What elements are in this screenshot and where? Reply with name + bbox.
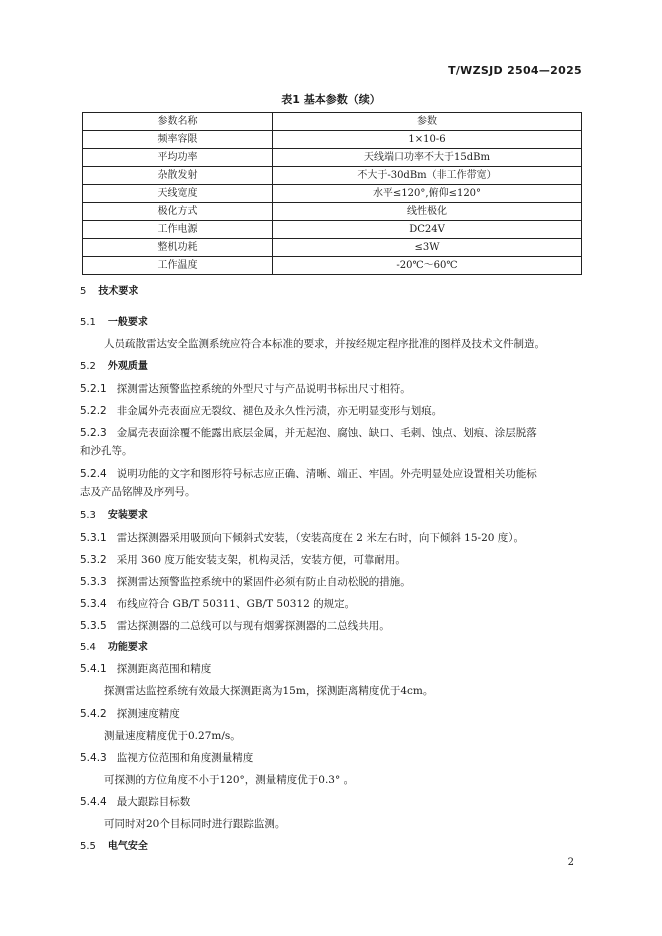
section-number: 5 (80, 286, 87, 297)
clause-number: 5.3.2 (80, 554, 107, 566)
section-title: 外观质量 (107, 361, 148, 372)
paragraph: 人员疏散雷达安全监测系统应符合本标准的要求，并按经规定程序批准的图样及技术文件制造。 (104, 338, 545, 350)
clause-title: 监视方位范围和角度测量精度 (116, 752, 254, 764)
table-cell: DC24V (273, 221, 582, 239)
document-code: T/WZSJD 2504—2025 (448, 64, 582, 77)
clause-5-4-3 (80, 749, 590, 767)
paragraph: 可探测的方位角度不小于120°，测量精度优于0.3° 。 (104, 774, 355, 786)
clause-text: 雷达探测器的二总线可以与现有烟雾探测器的二总线共用。 (116, 620, 390, 632)
clause-5-4-4 (80, 793, 590, 811)
clause-5-4-2 (80, 705, 590, 723)
section-heading-5 (80, 283, 590, 301)
table-cell: -20℃～60℃ (273, 257, 582, 275)
clause-5-3-1 (80, 529, 590, 547)
clause-number: 5.2.1 (80, 383, 107, 395)
table-cell: 极化方式 (83, 203, 273, 221)
table-cell: 杂散发射 (83, 167, 273, 185)
clause-5-3-5 (80, 617, 590, 635)
clause-number: 5.3.5 (80, 620, 107, 632)
clause-number: 5.3.4 (80, 598, 107, 610)
clause-title: 探测距离范围和精度 (116, 663, 212, 675)
table-row (83, 257, 582, 275)
section-number: 5.3 (80, 510, 96, 521)
table-cell: 不大于-30dBm（非工作带宽） (273, 167, 582, 185)
clause-5-3-3 (80, 573, 590, 591)
section-heading-5-4 (80, 639, 590, 657)
clause-number: 5.4.1 (80, 663, 107, 675)
paragraph: 探测雷达监控系统有效最大探测距离为15m，探测距离精度优于4cm。 (104, 685, 434, 697)
clause-5-2-2 (80, 402, 590, 420)
section-title: 安装要求 (107, 510, 148, 521)
clause-5-3-4 (80, 595, 590, 613)
table-header-cell: 参数名称 (83, 113, 273, 131)
clause-text: 说明功能的文字和图形符号标志应正确、清晰、端正、牢固。外壳明显处应设置相关功能标 (116, 468, 537, 480)
table-row (83, 239, 582, 257)
table-cell: 天线宽度 (83, 185, 273, 203)
page-number: 2 (567, 857, 574, 868)
clause-text: 探测雷达预警监控系统的外型尺寸与产品说明书标出尺寸相符。 (116, 383, 411, 395)
table-header-cell: 参数 (273, 113, 582, 131)
clause-text-continued: 和沙孔等。 (80, 445, 133, 457)
section-title: 功能要求 (107, 642, 148, 653)
clause-text: 雷达探测器采用吸顶向下倾斜式安装，（安装高度在 2 米左右时，向下倾斜 15-20 度）。 (116, 532, 525, 544)
section-heading-5-1 (80, 314, 590, 332)
table-caption: 表1 基本参数（续） (281, 93, 381, 106)
clause-text: 采用 360 度万能安装支架，机构灵活，安装方便，可靠耐用。 (116, 554, 406, 566)
clause-text: 探测雷达预警监控系统中的紧固件必须有防止自动松脱的措施。 (116, 576, 411, 588)
table-header-row (83, 113, 582, 131)
clause-5-4-1 (80, 660, 590, 678)
clause-title: 探测速度精度 (116, 708, 180, 720)
clause-number: 5.2.2 (80, 405, 107, 417)
clause-5-2-1 (80, 380, 590, 398)
paragraph: 测量速度精度优于0.27m/s。 (104, 730, 241, 742)
table-row (83, 167, 582, 185)
table-cell: 水平≤120°,俯仰≤120° (273, 185, 582, 203)
clause-number: 5.2.3 (80, 427, 107, 439)
clause-number: 5.3.3 (80, 576, 107, 588)
section-title: 电气安全 (107, 841, 148, 852)
table-cell: 1×10-6 (273, 131, 582, 149)
section-title: 技术要求 (98, 286, 139, 297)
table-row (83, 185, 582, 203)
table-cell: 整机功耗 (83, 239, 273, 257)
table-cell: 工作电源 (83, 221, 273, 239)
section-number: 5.1 (80, 317, 96, 328)
table-cell: 工作温度 (83, 257, 273, 275)
clause-text-continued: 志及产品铭牌及序列号。 (80, 486, 196, 498)
basic-parameters-table (82, 112, 582, 275)
table-cell: ≤3W (273, 239, 582, 257)
clause-number: 5.2.4 (80, 468, 107, 480)
section-heading-5-2 (80, 358, 590, 376)
clause-text: 非金属外壳表面应无裂纹、褪色及永久性污渍，亦无明显变形与划痕。 (116, 405, 443, 417)
table-cell: 天线端口功率不大于15dBm (273, 149, 582, 167)
section-number: 5.4 (80, 642, 96, 653)
clause-5-3-2 (80, 551, 590, 569)
clause-5-2-3 (80, 424, 590, 460)
table-cell: 频率容限 (83, 131, 273, 149)
section-heading-5-3 (80, 507, 590, 525)
section-number: 5.2 (80, 361, 96, 372)
clause-number: 5.4.4 (80, 796, 107, 808)
clause-text: 金属壳表面涂覆不能露出底层金属，并无起泡、腐蚀、缺口、毛刺、蚀点、划痕、涂层脱落 (116, 427, 537, 439)
clause-5-2-4 (80, 465, 590, 501)
section-number: 5.5 (80, 841, 96, 852)
table-row (83, 149, 582, 167)
clause-number: 5.4.2 (80, 708, 107, 720)
table-row (83, 221, 582, 239)
section-heading-5-5 (80, 838, 590, 856)
table-row (83, 131, 582, 149)
clause-title: 最大跟踪目标数 (116, 796, 191, 808)
section-title: 一般要求 (107, 317, 148, 328)
table-row (83, 203, 582, 221)
paragraph: 可同时对20个目标同时进行跟踪监测。 (104, 818, 286, 830)
clause-number: 5.3.1 (80, 532, 107, 544)
clause-text: 布线应符合 GB/T 50311、GB/T 50312 的规定。 (116, 598, 356, 610)
table-cell: 线性极化 (273, 203, 582, 221)
table-cell: 平均功率 (83, 149, 273, 167)
clause-number: 5.4.3 (80, 752, 107, 764)
